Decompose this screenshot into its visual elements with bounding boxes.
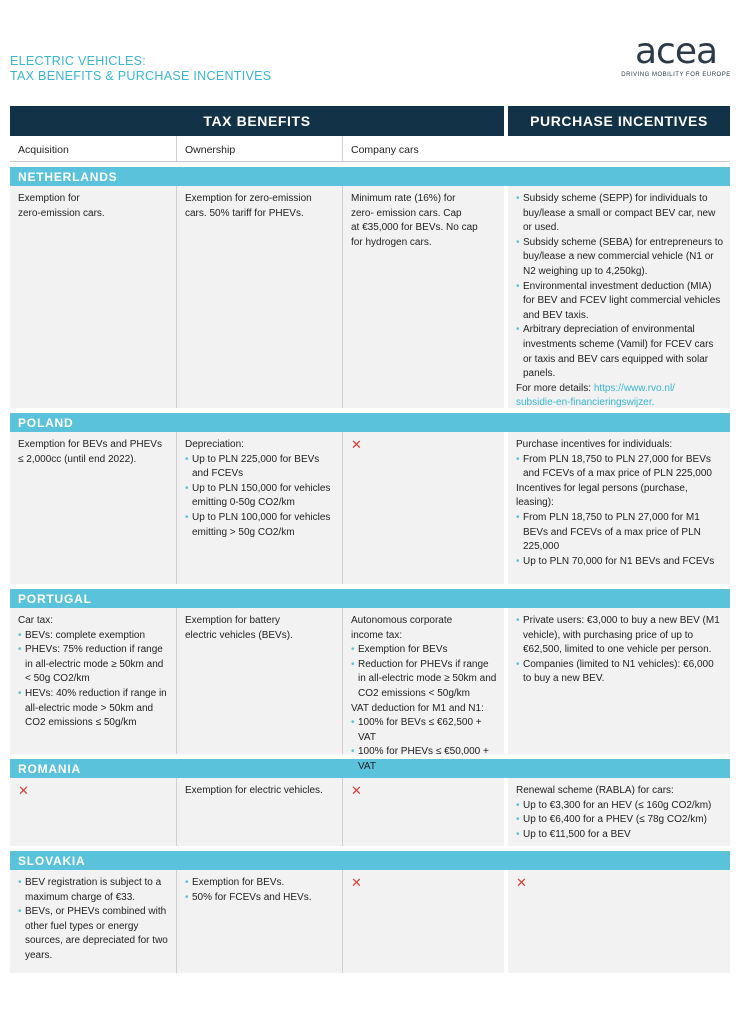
country-bar-poland: POLAND bbox=[10, 413, 730, 432]
list-item: • Up to €3,300 for an HEV (≤ 160g CO2/km) bbox=[516, 799, 724, 814]
poland-purchase-intro2: Incentives for legal persons (purchase, leasing): bbox=[516, 482, 688, 509]
list-item: • Up to PLN 225,000 for BEVs and FCEVs bbox=[185, 453, 336, 482]
list-item: • Arbitrary depreciation of environmental investments scheme (Vamil) for FCEV cars or taxis and BEV cars equipped with solar panels. bbox=[516, 323, 724, 381]
rvo-link[interactable]: https://www.rvo.nl/ subsidie-en-financieringswijzer. bbox=[516, 382, 675, 409]
list-item: • Up to €6,400 for a PHEV (≤ 78g CO2/km) bbox=[516, 813, 724, 828]
poland-acquisition: Exemption for BEVs and PHEVs ≤ 2,000cc (until end 2022). bbox=[18, 439, 162, 465]
poland-ownership-intro: Depreciation: bbox=[185, 439, 244, 450]
netherlands-company-cars: Minimum rate (16%) for zero- emission cars. Cap at €35,000 for BEVs. No cap for hydrogen cars. bbox=[342, 186, 504, 408]
column-subheader bbox=[10, 136, 730, 162]
portugal-acquisition bbox=[10, 608, 176, 754]
list-item: • HEVs: 40% reduction if range in all-electric mode > 50km and CO2 emissions ≤ 50g/km bbox=[18, 687, 170, 731]
tax-benefits-header: TAX BENEFITS bbox=[10, 106, 504, 136]
list-item: • Up to €11,500 for a BEV bbox=[516, 828, 724, 843]
table-row-poland bbox=[10, 432, 730, 584]
list-item: • Companies (limited to N1 vehicles): €6,000 to buy a new BEV. bbox=[516, 658, 724, 687]
list-item: • 50% for FCEVs and HEVs. bbox=[185, 891, 336, 906]
list-item: • Exemption for BEVs. bbox=[185, 876, 336, 891]
poland-ownership bbox=[176, 432, 342, 584]
list-item: • BEV registration is subject to a maximum charge of €33. bbox=[18, 876, 170, 905]
portugal-acquisition-intro: Car tax: bbox=[18, 615, 54, 626]
romania-purchase-intro: Renewal scheme (RABLA) for cars: bbox=[516, 785, 674, 796]
list-item: • PHEVs: 75% reduction if range in all-electric mode ≥ 50km and < 50g CO2/km bbox=[18, 643, 170, 687]
romania-company-cars bbox=[342, 778, 504, 846]
purchase-header-blank bbox=[508, 136, 730, 162]
list-item: • Subsidy scheme (SEPP) for individuals to buy/lease a small or compact BEV car, new or used. bbox=[516, 192, 724, 236]
portugal-company-cars bbox=[342, 608, 504, 772]
more-details-label: For more details: bbox=[516, 382, 592, 394]
country-bar-portugal: PORTUGAL bbox=[10, 589, 730, 608]
romania-purchase bbox=[508, 778, 730, 846]
cross-icon: ✕ bbox=[351, 875, 362, 890]
slovakia-purchase bbox=[508, 870, 730, 973]
netherlands-acquisition: Exemption for zero-emission cars. bbox=[18, 193, 105, 219]
list-item: • Up to PLN 70,000 for N1 BEVs and FCEVs bbox=[516, 555, 724, 570]
table-row-netherlands bbox=[10, 186, 730, 408]
acea-wordmark bbox=[620, 32, 732, 70]
list-item: • Private users: €3,000 to buy a new BEV (M1 vehicle), with purchasing price of up to €62,500, limited to one vehicle per person. bbox=[516, 614, 724, 658]
slovakia-acquisition bbox=[10, 870, 176, 973]
poland-purchase-intro1: Purchase incentives for individuals: bbox=[516, 439, 673, 450]
table-row-slovakia bbox=[10, 870, 730, 973]
page-title-line2: TAX BENEFITS & PURCHASE INCENTIVES bbox=[10, 69, 272, 83]
portugal-company-intro: Autonomous corporate income tax: bbox=[351, 615, 453, 641]
slovakia-ownership bbox=[176, 870, 342, 973]
cross-icon: ✕ bbox=[351, 437, 362, 452]
purchase-incentives-header: PURCHASE INCENTIVES bbox=[508, 106, 730, 136]
poland-company-cars bbox=[342, 432, 504, 584]
list-item: • Up to PLN 100,000 for vehicles emitting > 50g CO2/km bbox=[185, 511, 336, 540]
romania-acquisition bbox=[10, 778, 176, 846]
list-item: • From PLN 18,750 to PLN 27,000 for BEVs and FCEVs of a max price of PLN 225,000 bbox=[516, 453, 724, 482]
list-item: • Subsidy scheme (SEBA) for entrepreneurs to buy/lease a new commercial vehicle (N1 or N2 weighing up to 4,250kg). bbox=[516, 236, 724, 280]
country-bar-netherlands: NETHERLANDS bbox=[10, 167, 730, 186]
portugal-company-intro2: VAT deduction for M1 and N1: bbox=[351, 702, 484, 714]
portugal-ownership: Exemption for battery electric vehicles (BEVs). bbox=[176, 608, 342, 754]
list-item: • BEVs: complete exemption bbox=[18, 629, 170, 644]
slovakia-company-cars bbox=[342, 870, 504, 973]
acquisition-header: Acquisition bbox=[10, 136, 176, 162]
netherlands-purchase-list bbox=[516, 192, 724, 382]
list-item: • Environmental investment deduction (MIA) for BEV and FCEV light commercial vehicles and BEV taxis. bbox=[516, 280, 724, 324]
list-item: • 100% for BEVs ≤ €62,500 + VAT bbox=[351, 716, 498, 745]
country-bar-slovakia: SLOVAKIA bbox=[10, 851, 730, 870]
incentives-table bbox=[10, 106, 730, 973]
table-header bbox=[10, 106, 730, 136]
netherlands-ownership: Exemption for zero-emission cars. 50% tariff for PHEVs. bbox=[176, 186, 342, 408]
list-item: • 100% for PHEVs ≤ €50,000 + VAT bbox=[351, 745, 498, 774]
cross-icon: ✕ bbox=[516, 875, 527, 890]
cross-icon: ✕ bbox=[351, 783, 362, 798]
page-title-line1: ELECTRIC VEHICLES: bbox=[10, 54, 146, 68]
list-item: • Up to PLN 150,000 for vehicles emitting 0-50g CO2/km bbox=[185, 482, 336, 511]
page-title bbox=[10, 54, 271, 84]
company-cars-header: Company cars bbox=[342, 136, 504, 162]
country-bar-romania: ROMANIA bbox=[10, 759, 730, 778]
romania-ownership: Exemption for electric vehicles. bbox=[176, 778, 342, 846]
list-item: • BEVs, or PHEVs combined with other fuel types or energy sources, are depreciated for two years. bbox=[18, 905, 170, 963]
ownership-header: Ownership bbox=[176, 136, 342, 162]
list-item: • From PLN 18,750 to PLN 27,000 for M1 BEVs and FCEVs of a max price of PLN 225,000 bbox=[516, 511, 724, 555]
netherlands-purchase bbox=[508, 186, 730, 408]
acea-logo bbox=[620, 32, 732, 82]
logo-wordmark: acea bbox=[634, 32, 718, 70]
table-row-romania bbox=[10, 778, 730, 846]
list-item: • Exemption for BEVs bbox=[351, 643, 498, 658]
logo-tagline: DRIVING MOBILITY FOR EUROPE bbox=[621, 72, 731, 78]
cross-icon: ✕ bbox=[18, 783, 29, 798]
poland-purchase bbox=[508, 432, 730, 584]
list-item: • Reduction for PHEVs if range in all-electric mode ≥ 50km and CO2 emissions < 50g/km bbox=[351, 658, 498, 702]
portugal-purchase bbox=[508, 608, 730, 754]
